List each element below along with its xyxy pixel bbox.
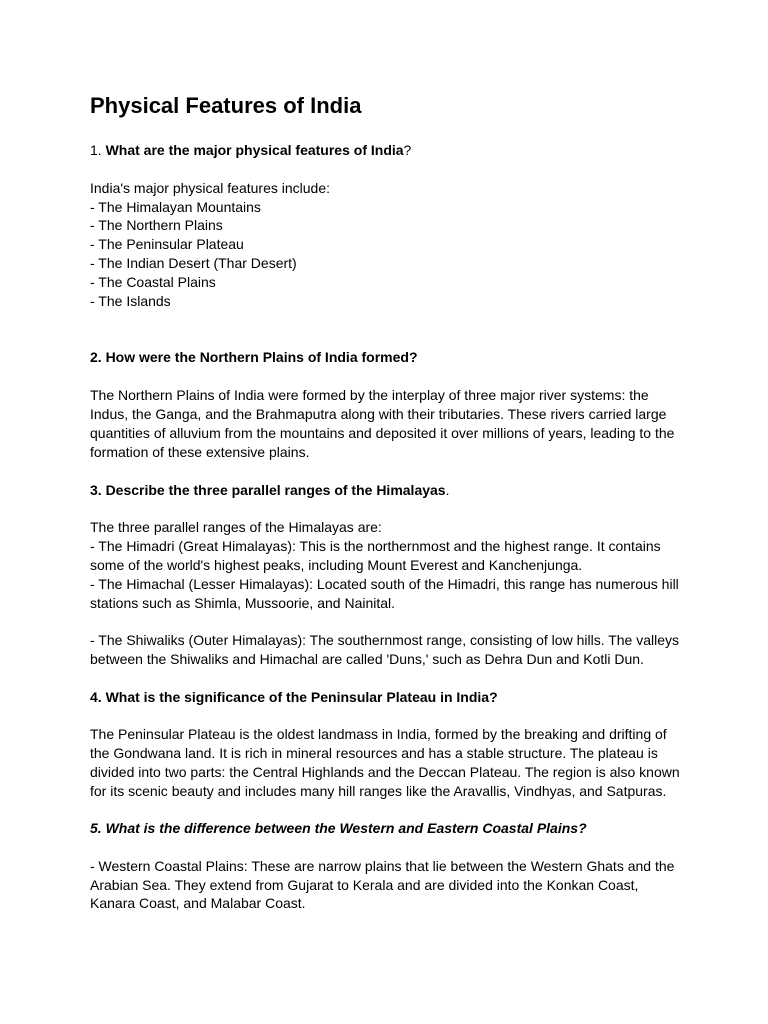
answer-2-line: quantities of alluvium from the mountains and deposited it over millions of years, leading to the: [90, 425, 675, 441]
question-2: 2. How were the Northern Plains of India formed?: [90, 349, 418, 365]
list-item: - The Islands: [90, 293, 171, 309]
answer-1-intro: India's major physical features include:: [90, 180, 331, 196]
answer-4-line: for its scenic beauty and includes many hill ranges like the Aravallis, Vindhyas, and Satpuras.: [90, 783, 667, 799]
question-text: What are the major physical features of India: [105, 142, 404, 158]
question-5: 5. What is the difference between the Western and Eastern Coastal Plains?: [90, 820, 587, 836]
answer-5-line: Arabian Sea. They extend from Gujarat to Kerala and are divided into the Konkan Coast,: [90, 877, 639, 893]
answer-3-line: some of the world's highest peaks, including Mount Everest and Kanchenjunga.: [90, 557, 583, 573]
answer-2-line: formation of these extensive plains.: [90, 444, 310, 460]
answer-3-line: The three parallel ranges of the Himalayas are:: [90, 519, 382, 535]
question-mark: .: [445, 482, 450, 498]
question-3: [90, 481, 449, 500]
document-page: [90, 0, 690, 1024]
question-text: 3. Describe the three parallel ranges of the Himalayas: [90, 482, 446, 498]
answer-3-line: between the Shiwaliks and Himachal are called 'Duns,' such as Dehra Dun and Kotli Dun.: [90, 651, 644, 667]
answer-5-line: - Western Coastal Plains: These are narrow plains that lie between the Western Ghats and the: [90, 858, 675, 874]
answer-4-line: The Peninsular Plateau is the oldest landmass in India, formed by the breaking and drifting of: [90, 726, 667, 742]
page-title: Physical Features of India: [90, 93, 362, 118]
answer-3-line: - The Himachal (Lesser Himalayas): Located south of the Himadri, this range has numerous hill: [90, 576, 679, 592]
list-item: - The Indian Desert (Thar Desert): [90, 255, 297, 271]
list-item: - The Himalayan Mountains: [90, 199, 261, 215]
list-item: - The Northern Plains: [90, 217, 223, 233]
answer-2-line: Indus, the Ganga, and the Brahmaputra along with their tributaries. These rivers carried large: [90, 406, 667, 422]
answer-4-line: divided into two parts: the Central Highlands and the Deccan Plateau. The region is also known: [90, 764, 680, 780]
list-item: - The Peninsular Plateau: [90, 236, 244, 252]
question-1: [90, 141, 411, 160]
answer-3-line: - The Himadri (Great Himalayas): This is the northernmost and the highest range. It contains: [90, 538, 661, 554]
answer-3-line: - The Shiwaliks (Outer Himalayas): The southernmost range, consisting of low hills. The valleys: [90, 632, 680, 648]
question-mark: ?: [403, 142, 412, 158]
answer-3-line: stations such as Shimla, Mussoorie, and Nainital.: [90, 595, 396, 611]
answer-2-line: The Northern Plains of India were formed by the interplay of three major river systems: the: [90, 387, 649, 403]
answer-5-line: Kanara Coast, and Malabar Coast.: [90, 895, 306, 911]
answer-4-line: the Gondwana land. It is rich in mineral resources and has a stable structure. The plateau is: [90, 745, 658, 761]
question-number: 1.: [90, 142, 106, 158]
list-item: - The Coastal Plains: [90, 274, 216, 290]
question-4: 4. What is the significance of the Peninsular Plateau in India?: [90, 689, 498, 705]
